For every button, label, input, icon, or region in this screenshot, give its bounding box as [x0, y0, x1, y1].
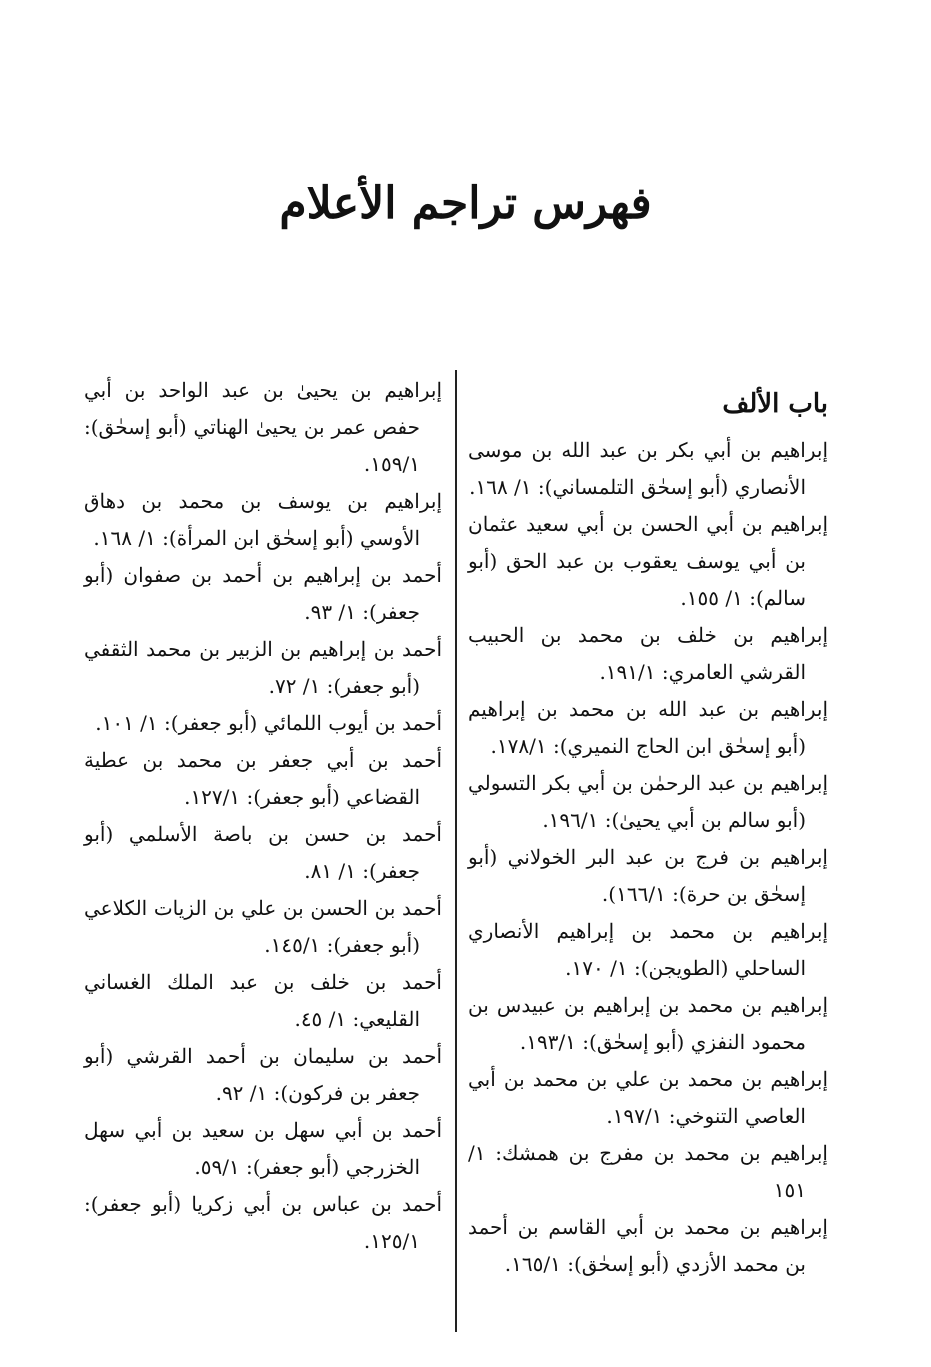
- index-entry: إبراهيم بن يوسف بن محمد بن دهاق الأوسي (أبو إسحٰق ابن المرأة): ١/ ١٦٨.: [84, 489, 442, 550]
- index-entry: أحمد بن أيوب اللمائي (أبو جعفر): ١/ ١٠١.: [95, 711, 442, 735]
- page-title: فهرس تراجم الأعلام: [279, 178, 652, 229]
- index-entry: إبراهيم بن خلف بن محمد بن الحبيب القرشي العامري: ١٩١/١.: [468, 623, 828, 684]
- index-entry: أحمد بن أبي سهل بن سعيد بن أبي سهل الخزرجي (أبو جعفر): ٥٩/١.: [84, 1118, 442, 1179]
- index-entry: إبراهيم بن أبي بكر بن عبد الله بن موسى الأنصاري (أبو إسحٰق التلمساني): ١/ ١٦٨.: [468, 438, 828, 499]
- index-entry: إبراهيم بن محمد بن إبراهيم الأنصاري الساحلي (الطويجن): ١/ ١٧٠.: [468, 919, 828, 980]
- index-entry: أحمد بن سليمان بن أحمد القرشي (أبو جعفر بن فركون): ١/ ٩٢.: [84, 1044, 442, 1105]
- index-entry: إبراهيم بن محمد بن أبي القاسم بن أحمد بن محمد الأزدي (أبو إسحٰق): ١٦٥/١.: [468, 1215, 828, 1276]
- index-entry: إبراهيم بن عبد الله بن محمد بن إبراهيم (أبو إسحٰق ابن الحاج النميري): ١٧٨/١.: [468, 697, 828, 758]
- index-entry: أحمد بن إبراهيم بن الزبير بن محمد الثقفي (أبو جعفر): ١/ ٧٢.: [84, 637, 442, 698]
- index-entry: أحمد بن إبراهيم بن أحمد بن صفوان (أبو جعفر): ١/ ٩٣.: [84, 563, 442, 624]
- index-entry: إبراهيم بن محمد بن مفرج بن همشك: ١/ ١٥١: [468, 1141, 828, 1202]
- index-entry: أحمد بن عباس بن أبي زكريا (أبو جعفر): ١٢٥/١.: [84, 1192, 442, 1253]
- index-entry: إبراهيم بن فرج بن عبد البر الخولاني (أبو إسحٰق بن حرة): ١٦٦/١).: [468, 845, 828, 906]
- index-entry: أحمد بن خلف بن عبد الملك الغساني القليعي: ١/ ٤٥.: [84, 970, 442, 1031]
- index-entry: أحمد بن حسن بن باصة الأسلمي (أبو جعفر): ١/ ٨١.: [84, 822, 442, 883]
- index-entry: إبراهيم بن محمد بن علي بن محمد بن أبي العاصي التنوخي: ١٩٧/١.: [468, 1067, 828, 1128]
- index-entry: إبراهيم بن محمد بن إبراهيم بن عبيدس بن محمود النفزي (أبو إسحٰق): ١٩٣/١.: [468, 993, 828, 1054]
- right-column: [468, 372, 828, 1283]
- left-column: [84, 372, 442, 1260]
- index-entry: إبراهيم بن أبي الحسن بن أبي سعيد عثمان بن أبي يوسف يعقوب بن عبد الحق (أبو سالم): ١/ ١٥٥.: [468, 512, 828, 610]
- section-heading: باب الألف: [722, 389, 828, 419]
- index-entry: إبراهيم بن يحيىٰ بن عبد الواحد بن أبي حفص عمر بن يحيىٰ الهناتي (أبو إسحٰق): ١٥٩/١.: [84, 378, 442, 476]
- index-entry: أحمد بن الحسن بن علي بن الزيات الكلاعي (أبو جعفر): ١٤٥/١.: [84, 896, 442, 957]
- index-entry: إبراهيم بن عبد الرحمٰن بن أبي بكر التسولي (أبو سالم بن أبي يحيىٰ): ١٩٦/١.: [468, 771, 828, 832]
- index-entry: أحمد بن أبي جعفر بن محمد بن عطية القضاعي (أبو جعفر): ١٢٧/١.: [84, 748, 443, 809]
- column-divider: [455, 370, 457, 1332]
